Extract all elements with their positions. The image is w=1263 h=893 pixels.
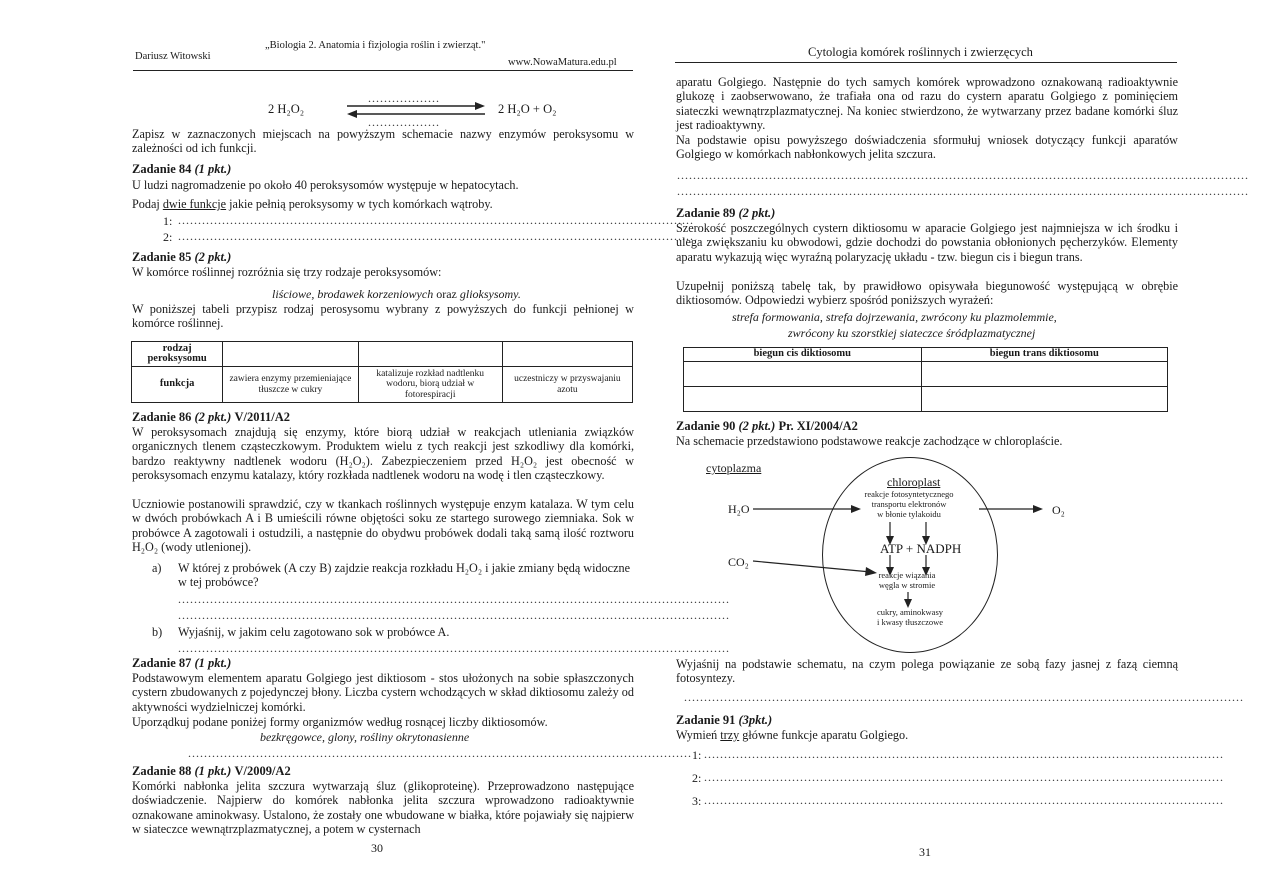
answer-line-2[interactable]: ................................................................................................................................. (178, 229, 694, 243)
header-url[interactable]: www.NowaMatura.edu.pl (508, 57, 617, 68)
header-rule (133, 70, 633, 71)
table-function-cell: uczestniczy w przyswajaniu azotu (502, 367, 632, 403)
answer-dots: .................. (368, 115, 440, 129)
task-91-question: Wymień trzy główne funkcje aparatu Golgiego. (676, 728, 909, 742)
task-86-paragraph-1: W peroksysomach znajdują się enzymy, które biorą udział w reakcjach utleniania związków organicznych tlenem cząsteczkowym. Produktem wielu z tych reakcji jest szkodliwy dla komórki, bardzo reaktywny nadtlenek wodoru (H₂O₂). Zabezpieczeniem przed H₂O₂ jest obecność w peroksysomach enzymu katalazy, który rozkłada nadtlenek wodoru na wodę i tlen cząsteczkowy. (132, 425, 634, 483)
answer-line-3[interactable]: .................................................................................................................................. (704, 793, 1224, 807)
task-86-heading: Zadanie 86 (2 pkt.) V/2011/A2 (132, 410, 291, 424)
table-header-trans: biegun trans diktiosomu (921, 348, 1167, 362)
answer-line[interactable]: ............................................................................................................................................... (677, 184, 1249, 198)
task-88-continuation: aparatu Golgiego. Następnie do tych samych komórek wprowadzono oznakowaną radioaktywnie glukozę i zaobserwowano, że trafiała ona od razu do cystern aparatu Golgiego z pominięciem siateczki wewnątrzplazmatycznej. Na koniec stwierdzono, że wytwarzany przez badane komórki śluz jest radioaktywny. (676, 75, 1178, 133)
task-86-b-question: Wyjaśnij, w jakim celu zagotowano sok w probówce A. (178, 625, 450, 639)
answer-line[interactable]: .......................................................................................................................................... (178, 641, 730, 655)
answer-label-1: 1: (692, 748, 702, 762)
table-answer-cell[interactable] (921, 387, 1167, 412)
task-88-instruction: Na podstawie opisu powyższego doświadczenia sformułuj wniosek dotyczący funkcji aparatów Golgiego w komórkach nabłonkowych jelita szczura. (676, 133, 1178, 162)
answer-line-1[interactable]: .................................................................................................................................. (704, 747, 1224, 761)
golgi-polarity-table (683, 347, 1168, 412)
answer-label-2: 2: (163, 230, 173, 244)
task-88-paragraph: Komórki nabłonka jelita szczura wytwarzają śluz (glikoproteinę). Przeprowadzono następujące doświadczenie. Najpierw do komórek nabłonka jelita szczura wprowadzono radioaktywnie oznakowane aminokwasy. Ustalono, że zostały one wbudowane w białka, które pojawiały się najpierw w siateczce wewnątrzplazmatycznej, a potem w cysternach (132, 779, 634, 837)
products-label: cukry, aminokwasy i kwasy tłuszczowe (876, 607, 944, 627)
task-84-text: U ludzi nagromadzenie po około 40 peroksysomów występuje w hepatocytach. (132, 178, 519, 192)
task-89-options-1: strefa formowania, strefa dojrzewania, zwrócony ku plazmolemmie, (732, 310, 1057, 324)
label-chloroplast: chloroplast (887, 475, 941, 489)
table-answer-cell[interactable] (684, 387, 922, 412)
dark-reactions-label: reakcje wiązania węgla w stromie (878, 570, 936, 590)
task-90-text: Na schemacie przedstawiono podstawowe reakcje zachodzące w chloroplaście. (676, 434, 1063, 448)
task-89-paragraph-1: Szerokość poszczególnych cystern diktiosomu w aparacie Golgiego jest najmniejsza w ich środku i ulega zwiększaniu ku obwodowi, gdzie dochodzi do powstania obłonionych pęcherzyków. Elementy aparatu wykazują więc wyraźną polaryzację układu - tzw. biegun cis i biegun trans. (676, 221, 1178, 264)
task-85-heading: Zadanie 85 (2 pkt.) (132, 250, 232, 264)
answer-line[interactable]: .............................................................................................................................. (188, 746, 692, 760)
task-90-question: Wyjaśnij na podstawie schematu, na czym polega powiązanie ze sobą fazy jasnej z fazą ciemną fotosyntezy. (676, 657, 1178, 686)
header-author: Dariusz Witowski (135, 51, 211, 62)
header-rule (675, 62, 1177, 63)
task-87-heading: Zadanie 87 (1 pkt.) (132, 656, 232, 670)
task-85-instruction: W poniższej tabeli przypisz rodzaj perosysomu wybrany z powyższych do funkcji pełnionej w komórce roślinnej. (132, 302, 634, 331)
arrow-down-icon (902, 592, 914, 608)
table-header-cis: biegun cis diktiosomu (684, 348, 922, 362)
task-89-options-2: zwrócony ku szorstkiej siateczce śródplazmatycznej (788, 326, 1036, 340)
answer-dots: .................. (368, 91, 440, 105)
task-86-a-label: a) (152, 561, 162, 575)
task-85-text: W komórce roślinnej rozróżnia się trzy rodzaje peroksysomów: (132, 265, 442, 279)
right-page (640, 0, 1263, 893)
table-function-cell: katalizuje rozkład nadtlenku wodoru, biorą udział w fotorespiracji (358, 367, 502, 403)
table-answer-cell[interactable] (921, 362, 1167, 387)
answer-line-1[interactable]: ................................................................................................................................. (178, 213, 694, 227)
answer-line[interactable]: .......................................................................................................................................... (178, 608, 730, 622)
page-number: 30 (371, 841, 383, 855)
arrow-right-icon (979, 504, 1045, 514)
task-86-b-label: b) (152, 625, 163, 639)
arrow-right-icon (753, 559, 878, 577)
table-header-function: funkcja (132, 367, 223, 403)
label-o2: O₂ (1052, 503, 1065, 517)
scheme-instruction: Zapisz w zaznaczonych miejscach na powyższym schemacie nazwy enzymów peroksysomu w zależności od ich funkcji. (132, 127, 634, 156)
table-header-type: rodzaj peroksysomu (132, 342, 223, 367)
label-co2: CO₂ (728, 555, 749, 569)
answer-line[interactable]: ............................................................................................................................................... (677, 168, 1249, 182)
answer-label-1: 1: (163, 214, 173, 228)
task-86-a-question: W której z probówek (A czy B) zajdzie reakcja rozkładu H₂O₂ i jakie zmiany będą widoczne w tej probówce? (178, 561, 630, 590)
table-answer-cell[interactable] (684, 362, 922, 387)
answer-label-3: 3: (692, 794, 702, 808)
label-cytoplasm: cytoplazma (706, 461, 762, 475)
table-function-cell: zawiera enzymy przemieniające tłuszcze w cukry (223, 367, 358, 403)
table-answer-cell[interactable] (358, 342, 502, 367)
light-reactions-label: reakcje fotosyntetycznego transportu elektronów w błonie tylakoidu (864, 489, 954, 519)
task-88-heading: Zadanie 88 (1 pkt.) V/2009/A2 (132, 764, 291, 778)
table-answer-cell[interactable] (502, 342, 632, 367)
page-number: 31 (919, 845, 931, 859)
header-book-title: „Biologia 2. Anatomia i fizjologia roślin i zwierząt." (265, 40, 486, 51)
label-h2o: H₂O (728, 502, 750, 516)
arrow-right-icon (753, 504, 863, 514)
answer-line[interactable]: .......................................................................................................................................... (178, 592, 730, 606)
task-87-paragraph-2: Uporządkuj podane poniżej formy organizmów według rosnącej liczby diktiosomów. (132, 715, 548, 729)
header-chapter-title: Cytologia komórek roślinnych i zwierzęcych (808, 45, 1033, 59)
table-answer-cell[interactable] (223, 342, 358, 367)
task-89-paragraph-2: Uzupełnij poniższą tabelę tak, by prawidłowo opisywała biegunowość występującą w obrębie diktiosomów. Odpowiedzi wybierz spośród poniższych wyrażeń: (676, 279, 1178, 308)
scheme-left: 2 H₂O₂ (268, 102, 305, 116)
peroxisome-table (131, 341, 633, 403)
answer-label-2: 2: (692, 771, 702, 785)
task-87-list: bezkręgowce, glony, rośliny okrytonasienne (260, 730, 470, 744)
answer-line[interactable]: ............................................................................................................................................ (684, 690, 1244, 704)
task-84-question: Podaj dwie funkcje jakie pełnią peroksysomy w tych komórkach wątroby. (132, 197, 493, 211)
task-91-heading: Zadanie 91 (3pkt.) (676, 713, 773, 727)
task-85-list: liściowe, brodawek korzeniowych oraz glioksysomy. (272, 287, 521, 301)
scheme-right: 2 H₂O + O₂ (498, 102, 557, 116)
answer-line-2[interactable]: .................................................................................................................................. (704, 770, 1224, 784)
task-86-paragraph-2: Uczniowie postanowili sprawdzić, czy w tkankach roślinnych występuje enzym katalaza. W tym celu w dwóch probówkach A i B umieścili równe objętości soku ze startego surowego ziemniaka. Sok w probówce A zagotowali i ostudzili, a następnie do obydwu probówek dodali taką samą ilość roztworu H₂O₂ (wody utlenionej). (132, 497, 634, 555)
task-84-heading: Zadanie 84 (1 pkt.) (132, 162, 232, 176)
label-atp-nadph: ATP + NADPH (880, 541, 962, 556)
task-90-heading: Zadanie 90 (2 pkt.) Pr. XI/2004/A2 (676, 419, 858, 433)
task-87-paragraph-1: Podstawowym elementem aparatu Golgiego jest diktiosom - stos ułożonych na sobie spłaszczonych cystern zbudowanych z pojedynczej błony. Liczba cystern wchodzących w skład diktiosomu zależy od aktywności wydzielniczej komórki. (132, 671, 634, 714)
task-89-heading: Zadanie 89 (2 pkt.) (676, 206, 776, 220)
